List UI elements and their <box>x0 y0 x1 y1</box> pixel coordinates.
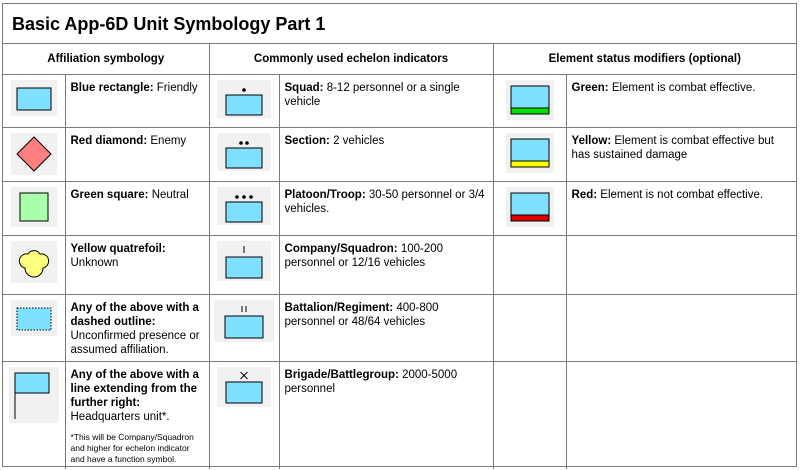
headquarters-flag-icon <box>9 367 59 423</box>
status-red-icon <box>506 187 554 227</box>
table-row <box>3 128 796 182</box>
green-square-icon <box>11 187 57 227</box>
blue-rectangle-icon <box>11 80 57 116</box>
headquarters-footnote: *This will be Company/Squadron and higher for echelon indicator and have a function symbol. <box>70 432 194 464</box>
echelon-company: Company/Squadron: 100-200 personnel or 12/16 vehicles <box>279 236 493 295</box>
echelon-brigade: Brigade/Battlegroup: 2000-5000 personnel <box>279 362 493 470</box>
affiliation-unknown: Yellow quatrefoil: Unknown <box>65 236 209 295</box>
red-diamond-icon <box>11 133 57 175</box>
status-yellow: Yellow: Element is combat effective but has sustained damage <box>566 128 796 182</box>
battalion-icon <box>214 300 274 342</box>
header-echelon: Commonly used echelon indicators <box>209 44 493 75</box>
platoon-icon <box>217 187 271 225</box>
table-row <box>3 362 796 470</box>
affiliation-dashed: Any of the above with a dashed outline: Unconfirmed presence or assumed affiliation. <box>65 295 209 362</box>
brigade-icon <box>217 367 271 407</box>
yellow-quatrefoil-icon <box>11 241 57 283</box>
table-row <box>3 295 796 362</box>
header-affiliation: Affiliation symbology <box>3 44 209 75</box>
affiliation-enemy: Red diamond: Enemy <box>65 128 209 182</box>
status-green-icon <box>506 80 554 120</box>
company-icon <box>217 241 271 281</box>
echelon-battalion: Battalion/Regiment: 400-800 personnel or 48/64 vehicles <box>279 295 493 362</box>
echelon-squad: Squad: 8-12 personnel or a single vehicle <box>279 75 493 128</box>
symbology-table <box>3 44 796 469</box>
table-row <box>3 236 796 295</box>
status-yellow-icon <box>506 133 554 173</box>
squad-icon <box>217 80 271 118</box>
affiliation-friendly: Blue rectangle: Friendly <box>65 75 209 128</box>
table-row <box>3 182 796 236</box>
status-red: Red: Element is not combat effective. <box>566 182 796 236</box>
status-green: Green: Element is combat effective. <box>566 75 796 128</box>
dashed-rectangle-icon <box>11 300 57 336</box>
table-row <box>3 75 796 128</box>
echelon-section: Section: 2 vehicles <box>279 128 493 182</box>
affiliation-neutral: Green square: Neutral <box>65 182 209 236</box>
header-status: Element status modifiers (optional) <box>493 44 796 75</box>
symbology-table-frame <box>2 3 797 467</box>
section-icon <box>217 133 271 171</box>
echelon-platoon: Platoon/Troop: 30-50 personnel or 3/4 vehicles. <box>279 182 493 236</box>
page-title: Basic App-6D Unit Symbology Part 1 <box>3 4 796 44</box>
affiliation-headquarters: Any of the above with a line extending from the further right: Headquarters unit*. *This will be Company/Squadron and higher for echelon indicator and have a function symbol. <box>65 362 209 470</box>
